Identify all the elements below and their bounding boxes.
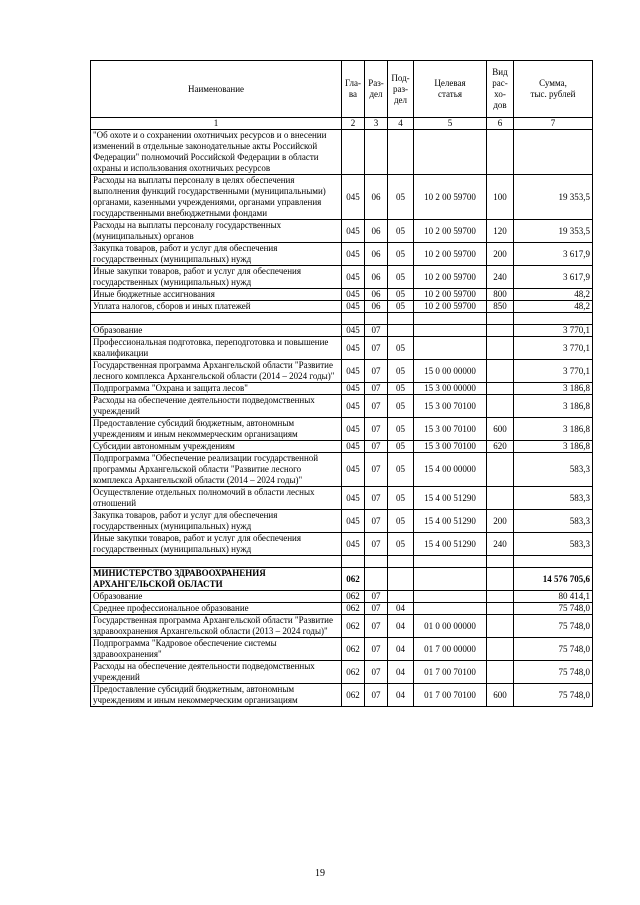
row-sum: 3 186,8 <box>514 441 593 453</box>
table-row <box>91 220 593 243</box>
table-row <box>91 441 593 453</box>
row-sum: 75 748,0 <box>514 684 593 707</box>
row-vid <box>487 638 514 661</box>
table-row <box>91 591 593 603</box>
row-glava: 045 <box>342 266 365 289</box>
row-sum: 583,3 <box>514 510 593 533</box>
row-vid <box>487 556 514 568</box>
row-glava: 045 <box>342 487 365 510</box>
row-sum: 75 748,0 <box>514 661 593 684</box>
row-name: Профессиональная подготовка, переподготовка и повышение квалификации <box>91 337 342 360</box>
row-vid <box>487 591 514 603</box>
row-podrazdel: 05 <box>388 243 414 266</box>
row-razdel: 07 <box>365 360 388 383</box>
row-podrazdel: 05 <box>388 301 414 313</box>
row-vid: 850 <box>487 301 514 313</box>
row-target: 10 2 00 59700 <box>414 301 487 313</box>
row-podrazdel <box>388 313 414 325</box>
row-vid <box>487 568 514 591</box>
row-vid: 620 <box>487 441 514 453</box>
row-sum: 48,2 <box>514 289 593 301</box>
row-podrazdel: 05 <box>388 289 414 301</box>
row-name: Закупка товаров, работ и услуг для обеспечения государственных (муниципальных) нужд <box>91 510 342 533</box>
row-target: 15 4 00 51290 <box>414 487 487 510</box>
header-row <box>91 61 593 118</box>
row-target: 15 3 00 70100 <box>414 418 487 441</box>
table-row <box>91 395 593 418</box>
row-glava: 045 <box>342 533 365 556</box>
row-sum: 14 576 705,6 <box>514 568 593 591</box>
row-vid <box>487 313 514 325</box>
row-name: Расходы на обеспечение деятельности подведомственных учреждений <box>91 395 342 418</box>
row-podrazdel: 04 <box>388 684 414 707</box>
row-podrazdel: 04 <box>388 615 414 638</box>
row-podrazdel <box>388 568 414 591</box>
row-name: Иные закупки товаров, работ и услуг для обеспечения государственных (муниципальных) нужд <box>91 533 342 556</box>
row-glava: 045 <box>342 510 365 533</box>
table-row <box>91 337 593 360</box>
row-sum: 583,3 <box>514 453 593 487</box>
row-glava <box>342 556 365 568</box>
row-vid: 240 <box>487 266 514 289</box>
row-razdel <box>365 556 388 568</box>
row-target <box>414 568 487 591</box>
row-target: 10 2 00 59700 <box>414 243 487 266</box>
row-name: Государственная программа Архангельской области "Развитие здравоохранения Архангельской области (2013 – 2024 годы)" <box>91 615 342 638</box>
row-razdel: 07 <box>365 418 388 441</box>
row-podrazdel <box>388 325 414 337</box>
row-glava: 045 <box>342 418 365 441</box>
row-sum <box>514 313 593 325</box>
table-row <box>91 603 593 615</box>
row-razdel: 07 <box>365 661 388 684</box>
row-vid: 600 <box>487 418 514 441</box>
row-podrazdel: 04 <box>388 638 414 661</box>
row-name: Иные бюджетные ассигнования <box>91 289 342 301</box>
row-sum: 583,3 <box>514 533 593 556</box>
row-name: Образование <box>91 591 342 603</box>
row-sum: 19 353,5 <box>514 220 593 243</box>
row-target: 10 2 00 59700 <box>414 289 487 301</box>
row-glava: 045 <box>342 383 365 395</box>
row-podrazdel: 05 <box>388 487 414 510</box>
row-vid <box>487 360 514 383</box>
row-sum: 3 770,1 <box>514 325 593 337</box>
table-row <box>91 661 593 684</box>
col-number: 7 <box>514 118 593 130</box>
row-razdel: 06 <box>365 220 388 243</box>
row-sum: 75 748,0 <box>514 615 593 638</box>
row-sum: 75 748,0 <box>514 603 593 615</box>
row-podrazdel: 05 <box>388 533 414 556</box>
row-target: 15 4 00 51290 <box>414 533 487 556</box>
row-target: 15 0 00 00000 <box>414 360 487 383</box>
row-target: 15 3 00 70100 <box>414 441 487 453</box>
row-razdel: 07 <box>365 603 388 615</box>
table-row <box>91 418 593 441</box>
row-podrazdel: 04 <box>388 603 414 615</box>
row-vid: 100 <box>487 175 514 220</box>
row-razdel: 07 <box>365 395 388 418</box>
row-vid: 200 <box>487 243 514 266</box>
col-number: 4 <box>388 118 414 130</box>
col-number: 3 <box>365 118 388 130</box>
row-podrazdel: 05 <box>388 418 414 441</box>
row-razdel <box>365 313 388 325</box>
row-target <box>414 603 487 615</box>
table-row <box>91 533 593 556</box>
table-row <box>91 266 593 289</box>
row-razdel: 07 <box>365 615 388 638</box>
row-glava <box>342 130 365 175</box>
row-target: 10 2 00 59700 <box>414 175 487 220</box>
row-podrazdel: 05 <box>388 266 414 289</box>
row-name: Подпрограмма "Охрана и защита лесов" <box>91 383 342 395</box>
row-target: 10 2 00 59700 <box>414 266 487 289</box>
row-target <box>414 556 487 568</box>
row-glava: 062 <box>342 615 365 638</box>
header-glava: Гла- ва <box>342 61 365 118</box>
table-row <box>91 301 593 313</box>
row-name: Среднее профессиональное образование <box>91 603 342 615</box>
row-vid <box>487 453 514 487</box>
row-target <box>414 313 487 325</box>
row-glava: 045 <box>342 441 365 453</box>
spacer-row <box>91 313 593 325</box>
row-name: Субсидии автономным учреждениям <box>91 441 342 453</box>
column-number-row <box>91 118 593 130</box>
header-vid: Вид рас- хо- дов <box>487 61 514 118</box>
table-row <box>91 289 593 301</box>
row-glava: 045 <box>342 337 365 360</box>
row-razdel: 07 <box>365 337 388 360</box>
row-name: Расходы на обеспечение деятельности подведомственных учреждений <box>91 661 342 684</box>
row-vid: 600 <box>487 684 514 707</box>
row-glava: 045 <box>342 175 365 220</box>
row-name <box>91 313 342 325</box>
row-razdel: 07 <box>365 441 388 453</box>
row-podrazdel: 05 <box>388 441 414 453</box>
table-row <box>91 615 593 638</box>
row-vid <box>487 325 514 337</box>
row-glava <box>342 313 365 325</box>
row-glava: 045 <box>342 360 365 383</box>
row-sum <box>514 556 593 568</box>
row-name: Расходы на выплаты персоналу в целях обеспечения выполнения функций государственными (муниципальными) органами, казенными учреждениями, органами управления государственными внебюджетными фондами <box>91 175 342 220</box>
row-sum: 3 770,1 <box>514 337 593 360</box>
header-sum: Сумма, тыс. рублей <box>514 61 593 118</box>
row-podrazdel: 05 <box>388 175 414 220</box>
row-vid <box>487 661 514 684</box>
row-vid: 200 <box>487 510 514 533</box>
row-razdel <box>365 130 388 175</box>
row-vid: 800 <box>487 289 514 301</box>
row-name: Осуществление отдельных полномочий в области лесных отношений <box>91 487 342 510</box>
row-sum: 3 186,8 <box>514 383 593 395</box>
row-podrazdel: 05 <box>388 383 414 395</box>
row-sum: 19 353,5 <box>514 175 593 220</box>
row-glava: 045 <box>342 289 365 301</box>
row-target <box>414 130 487 175</box>
row-vid: 120 <box>487 220 514 243</box>
row-sum: 75 748,0 <box>514 638 593 661</box>
table-row <box>91 487 593 510</box>
row-vid <box>487 130 514 175</box>
row-razdel: 07 <box>365 383 388 395</box>
row-razdel: 07 <box>365 453 388 487</box>
row-sum: 3 617,9 <box>514 243 593 266</box>
table-row <box>91 383 593 395</box>
row-razdel: 06 <box>365 175 388 220</box>
row-podrazdel: 05 <box>388 220 414 243</box>
row-glava: 062 <box>342 591 365 603</box>
row-name: Закупка товаров, работ и услуг для обеспечения государственных (муниципальных) нужд <box>91 243 342 266</box>
row-podrazdel: 05 <box>388 360 414 383</box>
row-name: Иные закупки товаров, работ и услуг для обеспечения государственных (муниципальных) нужд <box>91 266 342 289</box>
row-glava: 045 <box>342 243 365 266</box>
row-glava: 045 <box>342 325 365 337</box>
header-podrazdel: Под- раз- дел <box>388 61 414 118</box>
row-target: 15 4 00 00000 <box>414 453 487 487</box>
col-number: 2 <box>342 118 365 130</box>
row-name: МИНИСТЕРСТВО ЗДРАВООХРАНЕНИЯ АРХАНГЕЛЬСКОЙ ОБЛАСТИ <box>91 568 342 591</box>
row-razdel: 06 <box>365 301 388 313</box>
row-vid <box>487 337 514 360</box>
row-glava: 045 <box>342 453 365 487</box>
table-row <box>91 325 593 337</box>
row-razdel: 07 <box>365 533 388 556</box>
row-name: Предоставление субсидий бюджетным, автономным учреждениям и иным некоммерческим организациям <box>91 418 342 441</box>
row-glava: 045 <box>342 301 365 313</box>
table-row <box>91 638 593 661</box>
row-target: 10 2 00 59700 <box>414 220 487 243</box>
row-vid <box>487 487 514 510</box>
row-vid: 240 <box>487 533 514 556</box>
table-row <box>91 130 593 175</box>
header-razdel: Раз- дел <box>365 61 388 118</box>
page-number: 19 <box>315 868 325 879</box>
table-row <box>91 568 593 591</box>
col-number: 6 <box>487 118 514 130</box>
row-sum: 48,2 <box>514 301 593 313</box>
row-name: "Об охоте и о сохранении охотничьих ресурсов и о внесении изменений в отдельные законодательные акты Российской Федерации" полномочий Российской Федерации в области охраны и использования охотничьих ресурсов <box>91 130 342 175</box>
row-glava: 062 <box>342 684 365 707</box>
row-razdel: 06 <box>365 243 388 266</box>
row-name: Предоставление субсидий бюджетным, автономным учреждениям и иным некоммерческим организациям <box>91 684 342 707</box>
row-razdel: 06 <box>365 289 388 301</box>
row-sum: 3 186,8 <box>514 395 593 418</box>
row-podrazdel <box>388 130 414 175</box>
row-razdel: 07 <box>365 591 388 603</box>
row-target <box>414 325 487 337</box>
table-row <box>91 510 593 533</box>
row-sum: 3 617,9 <box>514 266 593 289</box>
row-name: Уплата налогов, сборов и иных платежей <box>91 301 342 313</box>
row-glava: 062 <box>342 568 365 591</box>
row-podrazdel <box>388 556 414 568</box>
row-sum <box>514 130 593 175</box>
row-glava: 062 <box>342 661 365 684</box>
row-podrazdel: 05 <box>388 453 414 487</box>
row-name <box>91 556 342 568</box>
table-row <box>91 175 593 220</box>
row-razdel: 07 <box>365 487 388 510</box>
row-target: 15 3 00 00000 <box>414 383 487 395</box>
row-podrazdel: 05 <box>388 395 414 418</box>
row-razdel: 07 <box>365 510 388 533</box>
row-name: Подпрограмма "Обеспечение реализации государственной программы Архангельской области "Развитие лесного комплекса Архангельской области (2014 – 2024 годы)" <box>91 453 342 487</box>
table-row <box>91 360 593 383</box>
row-razdel: 07 <box>365 325 388 337</box>
row-glava: 062 <box>342 638 365 661</box>
row-podrazdel: 04 <box>388 661 414 684</box>
header-name: Наименование <box>91 61 342 118</box>
col-number: 1 <box>91 118 342 130</box>
row-name: Образование <box>91 325 342 337</box>
row-podrazdel <box>388 591 414 603</box>
row-target: 15 4 00 51290 <box>414 510 487 533</box>
row-target: 01 7 00 00000 <box>414 638 487 661</box>
row-razdel: 07 <box>365 684 388 707</box>
table-row <box>91 453 593 487</box>
row-name: Государственная программа Архангельской области "Развитие лесного комплекса Архангельской области (2014 – 2024 годы)" <box>91 360 342 383</box>
row-podrazdel: 05 <box>388 337 414 360</box>
row-name: Расходы на выплаты персоналу государственных (муниципальных) органов <box>91 220 342 243</box>
row-sum: 80 414,1 <box>514 591 593 603</box>
row-sum: 3 770,1 <box>514 360 593 383</box>
row-vid <box>487 395 514 418</box>
spacer-row <box>91 556 593 568</box>
row-sum: 3 186,8 <box>514 418 593 441</box>
table-body <box>91 130 593 707</box>
row-name: Подпрограмма "Кадровое обеспечение системы здравоохранения" <box>91 638 342 661</box>
row-target <box>414 591 487 603</box>
row-target <box>414 337 487 360</box>
row-razdel: 07 <box>365 638 388 661</box>
col-number: 5 <box>414 118 487 130</box>
row-target: 15 3 00 70100 <box>414 395 487 418</box>
row-glava: 045 <box>342 395 365 418</box>
table-row <box>91 684 593 707</box>
row-target: 01 0 00 00000 <box>414 615 487 638</box>
row-glava: 062 <box>342 603 365 615</box>
row-razdel <box>365 568 388 591</box>
budget-table <box>90 60 593 707</box>
row-vid <box>487 603 514 615</box>
row-glava: 045 <box>342 220 365 243</box>
row-vid <box>487 615 514 638</box>
row-target: 01 7 00 70100 <box>414 684 487 707</box>
row-razdel: 06 <box>365 266 388 289</box>
header-target: Целевая статья <box>414 61 487 118</box>
table-row <box>91 243 593 266</box>
row-vid <box>487 383 514 395</box>
row-sum: 583,3 <box>514 487 593 510</box>
row-podrazdel: 05 <box>388 510 414 533</box>
row-target: 01 7 00 70100 <box>414 661 487 684</box>
